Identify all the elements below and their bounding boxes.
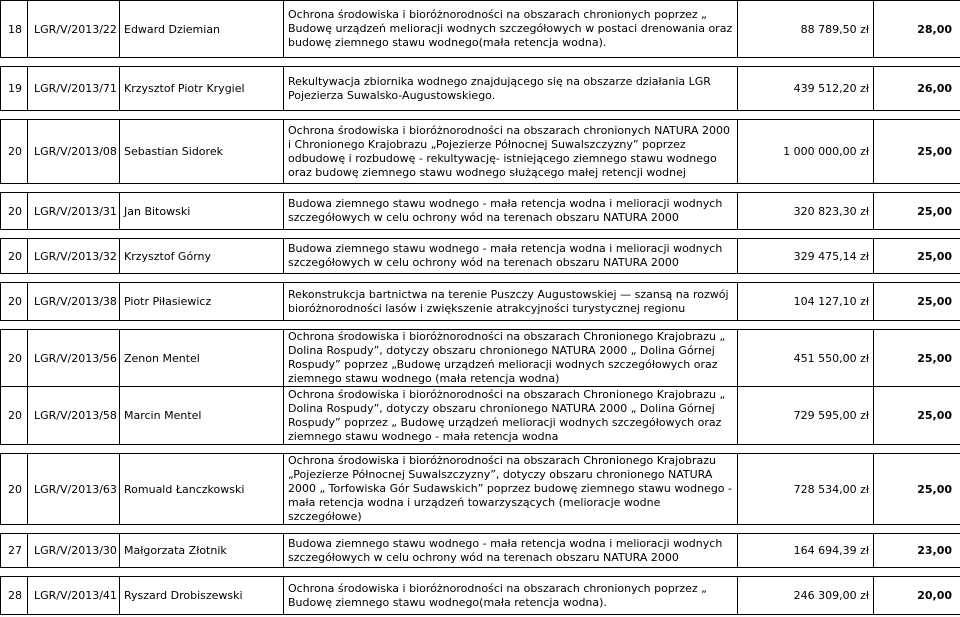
points-score: 20,00	[874, 577, 960, 615]
applicant-name: Marcin Mentel	[120, 387, 284, 445]
row-position: 20	[1, 239, 28, 274]
points-score: 26,00	[874, 67, 960, 111]
table-row	[1, 120, 960, 184]
row-position: 20	[1, 387, 28, 445]
row-position: 28	[1, 577, 28, 615]
row-spacer	[1, 58, 960, 67]
table-row	[1, 577, 960, 615]
project-description: Budowa ziemnego stawu wodnego - mała retencja wodna i melioracji wodnych szczegółowych w celu ochrony wód na terenach obszaru NATURA 2000	[284, 193, 738, 230]
grant-amount: 728 534,00 zł	[738, 454, 874, 525]
table-row	[1, 534, 960, 568]
project-description: Ochrona środowiska i bioróżnorodności na obszarach chronionych poprzez „ Budowę urządzeń melioracji wodnych szczegółowych w postaci drenowania oraz budowę ziemnego stawu wodnego(mała retencja wodna).	[284, 1, 738, 58]
grant-amount: 320 823,30 zł	[738, 193, 874, 230]
applicant-name: Małgorzata Złotnik	[120, 534, 284, 568]
application-number: LGR/V/2013/22	[28, 1, 120, 58]
table-row	[1, 67, 960, 111]
row-position: 20	[1, 193, 28, 230]
applicant-name: Zenon Mentel	[120, 330, 284, 387]
application-number: LGR/V/2013/31	[28, 193, 120, 230]
application-number: LGR/V/2013/32	[28, 239, 120, 274]
applicant-name: Jan Bitowski	[120, 193, 284, 230]
row-spacer	[1, 111, 960, 120]
project-description: Budowa ziemnego stawu wodnego - mała retencja wodna i melioracji wodnych szczegółowych w celu ochrony wód na terenach obszaru NATURA 2000	[284, 534, 738, 568]
application-number: LGR/V/2013/71	[28, 67, 120, 111]
points-score: 25,00	[874, 330, 960, 387]
row-position: 27	[1, 534, 28, 568]
row-spacer	[1, 525, 960, 534]
applicant-name: Edward Dziemian	[120, 1, 284, 58]
row-position: 18	[1, 1, 28, 58]
table-row	[1, 283, 960, 321]
table-row	[1, 387, 960, 445]
grant-amount: 729 595,00 zł	[738, 387, 874, 445]
application-number: LGR/V/2013/58	[28, 387, 120, 445]
application-number: LGR/V/2013/38	[28, 283, 120, 321]
row-spacer	[1, 274, 960, 283]
grant-amount: 88 789,50 zł	[738, 1, 874, 58]
points-score: 25,00	[874, 283, 960, 321]
row-spacer	[1, 184, 960, 193]
points-score: 23,00	[874, 534, 960, 568]
row-position: 19	[1, 67, 28, 111]
grant-amount: 329 475,14 zł	[738, 239, 874, 274]
row-position: 20	[1, 330, 28, 387]
grant-amount: 439 512,20 zł	[738, 67, 874, 111]
project-description: Ochrona środowiska i bioróżnorodności na obszarach Chronionego Krajobrazu „ Dolina Rospudy”, dotyczy obszaru chronionego NATURA 2000 „ Dolina Górnej Rospudy” poprzez „ Budowę urządzeń melioracji wodnych szczegółowych oraz ziemnego stawu wodnego - mała retencja wodna	[284, 387, 738, 445]
table-row	[1, 193, 960, 230]
project-description: Rekonstrukcja bartnictwa na terenie Puszczy Augustowskiej — szansą na rozwój bioróżnorodności lasów i zwiększenie atrakcyjności turystycznej regionu	[284, 283, 738, 321]
applicant-name: Krzysztof Piotr Krygiel	[120, 67, 284, 111]
project-description: Ochrona środowiska i bioróżnorodności na obszarach Chronionego Krajobrazu „ Dolina Rospudy”, dotyczy obszaru chronionego NATURA 2000 „ Dolina Górnej Rospudy” poprzez „Budowę urządzeń melioracji wodnych szczegółowych oraz ziemnego stawu wodnego (mała retencja wodna)	[284, 330, 738, 387]
points-score: 25,00	[874, 120, 960, 184]
project-description: Ochrona środowiska i bioróżnorodności na obszarach chronionych NATURA 2000 i Chronionego Krajobrazu „Pojezierze Północnej Suwalszczyzny” poprzez odbudowę i rozbudowę - rekultywację- istniejącego ziemnego stawu wodnego oraz budowę ziemnego stawu wodnego służącego małej retencji wodnej	[284, 120, 738, 184]
grant-amount: 246 309,00 zł	[738, 577, 874, 615]
project-description: Ochrona środowiska i bioróżnorodności na obszarach Chronionego Krajobrazu „Pojezierze Północnej Suwalszczyzny”, dotyczy obszaru chronionego NATURA 2000 „ Torfowiska Gór Sudawskich” poprzez budowę ziemnego stawu wodnego - mała retencja wodna i urządzeń towarzyszących (melioracje wodne szczegółowe)	[284, 454, 738, 525]
row-position: 20	[1, 120, 28, 184]
table-row	[1, 330, 960, 387]
applicant-name: Ryszard Drobiszewski	[120, 577, 284, 615]
applicant-name: Sebastian Sidorek	[120, 120, 284, 184]
points-score: 28,00	[874, 1, 960, 58]
grant-amount: 1 000 000,00 zł	[738, 120, 874, 184]
ranking-table-body	[1, 1, 960, 615]
project-description: Rekultywacja zbiornika wodnego znajdującego się na obszarze działania LGR Pojezierza Suwalsko-Augustowskiego.	[284, 67, 738, 111]
applicant-name: Krzysztof Górny	[120, 239, 284, 274]
row-spacer	[1, 321, 960, 330]
application-number: LGR/V/2013/41	[28, 577, 120, 615]
row-spacer	[1, 568, 960, 577]
project-description: Ochrona środowiska i bioróżnorodności na obszarach chronionych poprzez „ Budowę ziemnego stawu wodnego(mała retencja wodna).	[284, 577, 738, 615]
points-score: 25,00	[874, 454, 960, 525]
application-number: LGR/V/2013/56	[28, 330, 120, 387]
row-position: 20	[1, 283, 28, 321]
applicant-name: Piotr Piłasiewicz	[120, 283, 284, 321]
row-spacer	[1, 230, 960, 239]
table-row	[1, 1, 960, 58]
application-number: LGR/V/2013/30	[28, 534, 120, 568]
grant-amount: 451 550,00 zł	[738, 330, 874, 387]
row-position: 20	[1, 454, 28, 525]
grant-amount: 164 694,39 zł	[738, 534, 874, 568]
points-score: 25,00	[874, 193, 960, 230]
grant-amount: 104 127,10 zł	[738, 283, 874, 321]
applicant-name: Romuald Łanczkowski	[120, 454, 284, 525]
table-row	[1, 454, 960, 525]
application-number: LGR/V/2013/63	[28, 454, 120, 525]
row-spacer	[1, 445, 960, 454]
points-score: 25,00	[874, 387, 960, 445]
table-row	[1, 239, 960, 274]
application-number: LGR/V/2013/08	[28, 120, 120, 184]
project-description: Budowa ziemnego stawu wodnego - mała retencja wodna i melioracji wodnych szczegółowych w celu ochrony wód na terenach obszaru NATURA 2000	[284, 239, 738, 274]
points-score: 25,00	[874, 239, 960, 274]
